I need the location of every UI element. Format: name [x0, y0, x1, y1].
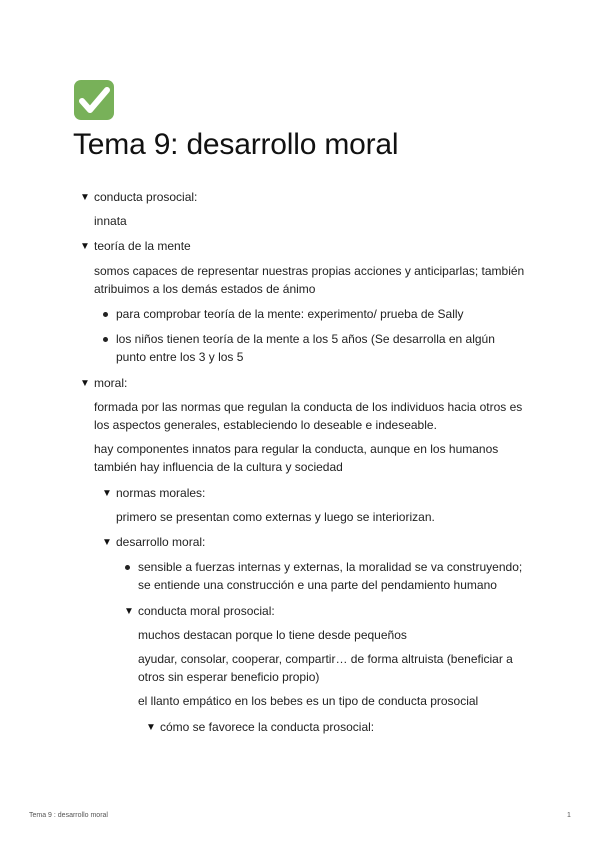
toggle-arrow-icon[interactable]: ▼: [102, 537, 112, 548]
list-item-continued: punto entre los 3 y los 5: [116, 350, 244, 364]
check-mark-button-icon: [74, 80, 114, 120]
toggle-arrow-icon[interactable]: ▼: [124, 606, 134, 617]
footer-title: Tema 9 : desarrollo moral: [29, 812, 108, 819]
paragraph-line: atribuimos a los demás estados de ánimo: [94, 282, 316, 296]
toggle-label-desarrollo-moral[interactable]: desarrollo moral:: [116, 535, 206, 549]
toggle-arrow-icon[interactable]: ▼: [146, 722, 156, 733]
paragraph-line: los aspectos generales, estableciendo lo deseable e indeseable.: [94, 418, 437, 432]
list-item: sensible a fuerzas internas y externas, la moralidad se va construyendo;: [138, 560, 523, 574]
paragraph-line: el llanto empático en los bebes es un tipo de conducta prosocial: [138, 694, 479, 708]
bullet-icon: [125, 565, 130, 570]
toggle-arrow-icon[interactable]: ▼: [80, 241, 90, 252]
toggle-label-como-se-favorece[interactable]: cómo se favorece la conducta prosocial:: [160, 720, 375, 734]
page-title: Tema 9: desarrollo moral: [73, 128, 399, 161]
page-number: 1: [567, 812, 571, 819]
bullet-icon: [103, 337, 108, 342]
toggle-label-conducta-moral-prosocial[interactable]: conducta moral prosocial:: [138, 604, 275, 618]
paragraph: primero se presentan como externas y luego se interiorizan.: [116, 510, 435, 524]
list-item: para comprobar teoría de la mente: experimento/ prueba de Sally: [116, 307, 464, 321]
bullet-icon: [103, 312, 108, 317]
toggle-label-normas-morales[interactable]: normas morales:: [116, 486, 206, 500]
paragraph-line: hay componentes innatos para regular la conducta, aunque en los humanos: [94, 442, 499, 456]
toggle-label-moral[interactable]: moral:: [94, 376, 128, 390]
toggle-arrow-icon[interactable]: ▼: [80, 378, 90, 389]
paragraph-line: somos capaces de representar nuestras propias acciones y anticiparlas; también: [94, 264, 525, 278]
toggle-label-conducta-prosocial[interactable]: conducta prosocial:: [94, 190, 198, 204]
list-item: los niños tienen teoría de la mente a los 5 años (Se desarrolla en algún: [116, 332, 495, 346]
toggle-label-teoria-de-la-mente[interactable]: teoría de la mente: [94, 239, 191, 253]
paragraph-line: ayudar, consolar, cooperar, compartir… de forma altruista (beneficiar a: [138, 652, 513, 666]
paragraph-line: otros sin esperar beneficio propio): [138, 670, 320, 684]
paragraph-line: formada por las normas que regulan la conducta de los individuos hacia otros es: [94, 400, 523, 414]
toggle-arrow-icon[interactable]: ▼: [80, 192, 90, 203]
paragraph-line: también hay influencia de la cultura y sociedad: [94, 460, 343, 474]
paragraph: innata: [94, 214, 127, 228]
paragraph-line: muchos destacan porque lo tiene desde pequeños: [138, 628, 407, 642]
list-item-continued: se entiende una construcción e una parte del pendamiento humano: [138, 578, 497, 592]
toggle-arrow-icon[interactable]: ▼: [102, 488, 112, 499]
